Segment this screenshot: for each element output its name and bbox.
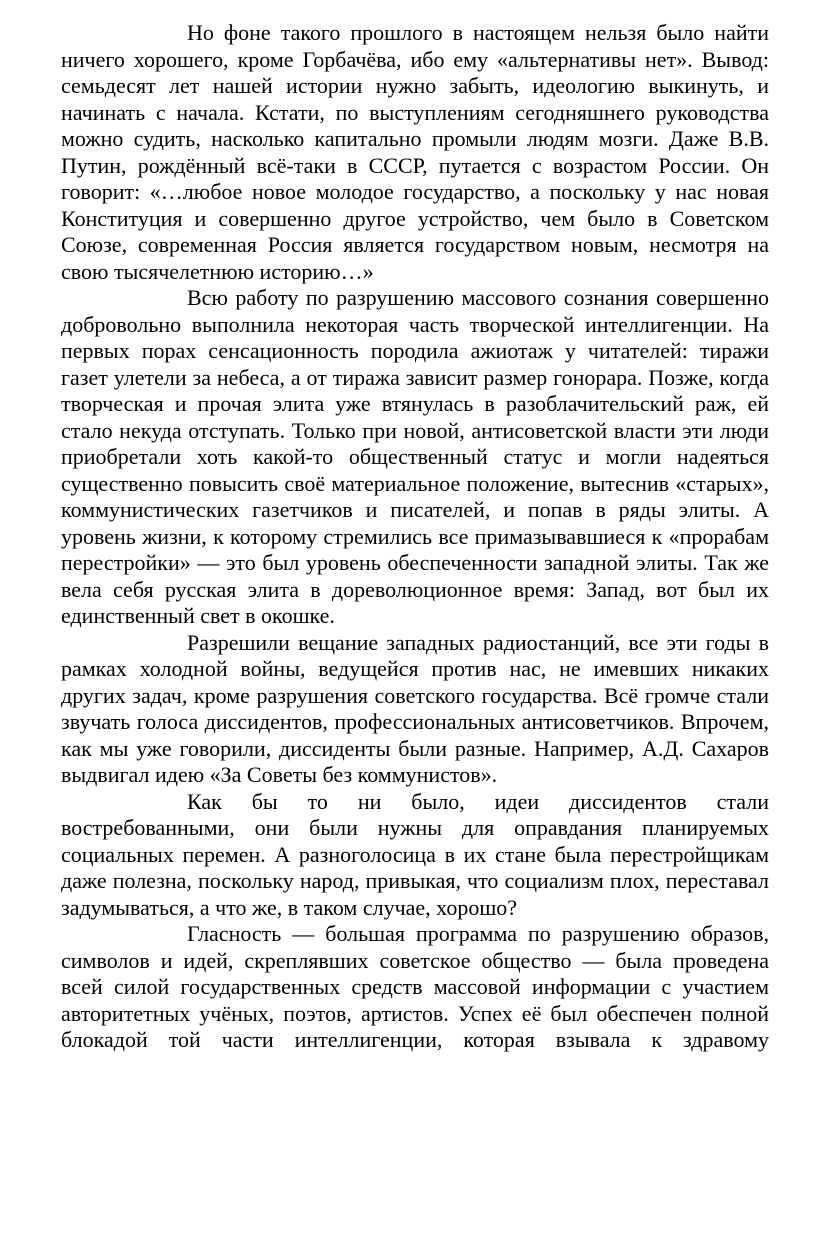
paragraph-1: Но фоне такого прошлого в настоящем нельзя было найти ничего хорошего, кроме Горбачёва, ибо ему «альтернативы нет». Вывод: семьдесят лет нашей истории нужно забыть, идеологию выкинуть, и начинать с начала. Кстати, по выступлениям сегодняшнего руководства можно судить, насколько капитально промыли людям мозги. Даже В.В. Путин, рождённый всё-таки в СССР, путается с возрастом России. Он говорит: «…любое новое молодое государство, а поскольку у нас новая Конституция и совершенно другое устройство, чем было в Советском Союзе, современная Россия является государством новым, несмотря на свою тысячелетнюю историю…» — [61, 20, 769, 284]
paragraph-4: Как бы то ни было, идеи диссидентов стали востребованными, они были нужны для оправдания планируемых социальных перемен. А разноголосица в их стане была перестройщикам даже полезна, поскольку народ, привыкая, что социализм плох, переставал задумываться, а что же, в таком случае, хорошо? — [61, 788, 769, 920]
paragraph-2: Всю работу по разрушению массового сознания совершенно добровольно выполнила некоторая часть творческой интеллигенции. На первых порах сенсационность породила ажиотаж у читателей: тиражи газет улетели за небеса, а от тиража зависит размер гонорара. Позже, когда творческая и прочая элита уже втянулась в разоблачительский раж, ей стало некуда отступать. Только при новой, антисоветской власти эти люди приобретали хоть какой-то общественный статус и могли надеяться существенно повысить своё материальное положение, вытеснив «старых», коммунистических газетчиков и писателей, и попав в ряды элиты. А уровень жизни, к которому стремились все примазывавшиеся к «прорабам перестройки» — это был уровень обеспеченности западной элиты. Так же вела себя русская элита в дореволюционное время: Запад, вот был их единственный свет в окошке. — [61, 285, 769, 628]
paragraph-5: Гласность — большая программа по разрушению образов, символов и идей, скреплявших советское общество — была проведена всей силой государственных средств массовой информации с участием авторитетных учёных, поэтов, артистов. Успех её был обеспечен полной блокадой той части интеллигенции, которая взывала к здравому — [61, 921, 769, 1052]
paragraph-3: Разрешили вещание западных радиостанций, все эти годы в рамках холодной войны, ведущейся против нас, не имевших никаких других задач, кроме разрушения советского государства. Всё громче стали звучать голоса диссидентов, профессиональных антисоветчиков. Впрочем, как мы уже говорили, диссиденты были разные. Например, А.Д. Сахаров выдвигал идею «За Советы без коммунистов». — [61, 629, 769, 787]
document-page — [61, 20, 769, 1054]
